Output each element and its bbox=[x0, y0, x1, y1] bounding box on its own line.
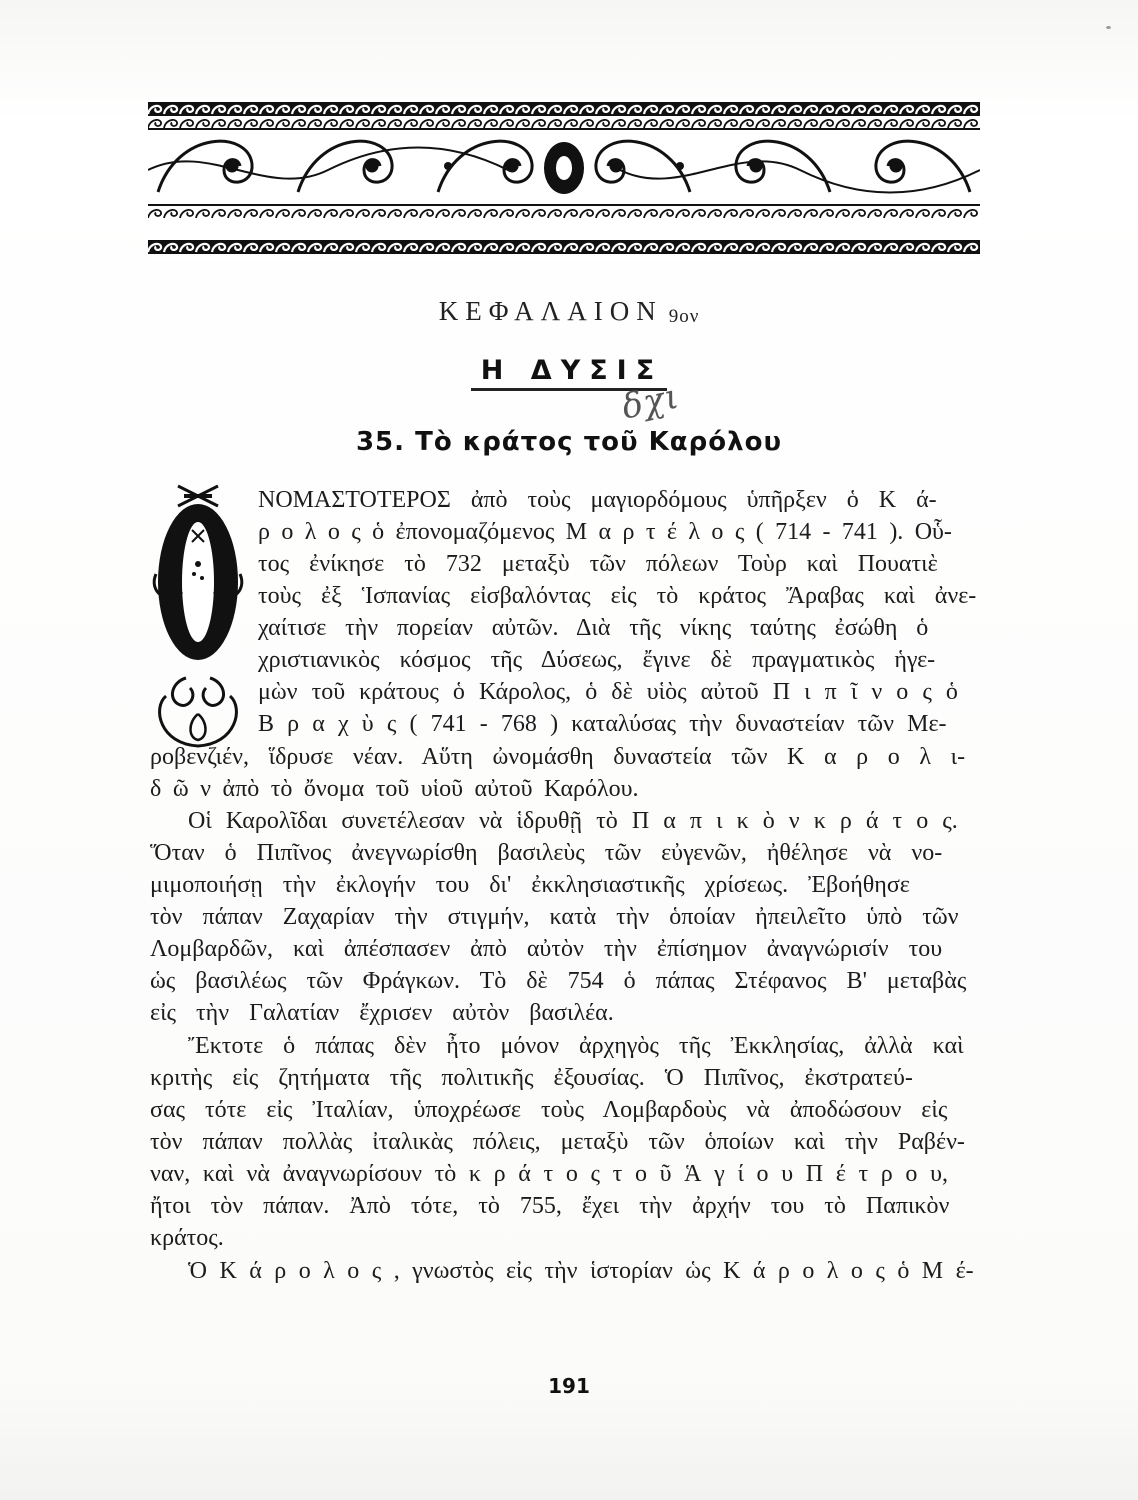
body-line: τὸν πάπαν πολλὰς ἰταλικὰς πόλεις, μεταξὺ τῶν ὁποίων καὶ τὴν Ραβέν- bbox=[150, 1129, 965, 1155]
part-title-text: Η ΔΥΣΙΣ bbox=[471, 355, 667, 391]
body-line: Ὅταν ὁ Πιπῖνος ἀνεγνωρίσθη βασιλεὺς τῶν εὐγενῶν, ἠθέλησε νὰ νο- bbox=[150, 840, 943, 866]
body-line: Β ρ α χ ὺ ς ( 741 - 768 ) καταλύσας τὴν δυναστείαν τῶν Με- bbox=[258, 711, 947, 737]
body-line: δ ῶ ν ἀπὸ τὸ ὄνομα τοῦ υἱοῦ αὐτοῦ Καρόλου. bbox=[150, 776, 639, 802]
body-line: κριτὴς εἰς ζητήματα τῆς πολιτικῆς ἐξουσίας. Ὁ Πιπῖνος, ἐκστρατεύ- bbox=[150, 1065, 913, 1091]
ornamental-header-band bbox=[148, 100, 980, 260]
body-line: τος ἐνίκησε τὸ 732 μεταξὺ τῶν πόλεων Τοὺρ καὶ Πουατιὲ bbox=[258, 551, 938, 577]
body-line: ροβενζιέν, ἵδρυσε νέαν. Αὕτη ὠνομάσθη δυναστεία τῶν Κ α ρ ο λ ι- bbox=[150, 744, 966, 770]
body-line: τὸν πάπαν Ζαχαρίαν τὴν στιγμήν, κατὰ τὴν ὁποίαν ἠπειλεῖτο ὑπὸ τῶν bbox=[150, 904, 959, 930]
body-line: ρ ο λ ο ς ὁ ἐπονομαζόμενος Μ α ρ τ έ λ ο ς ( 714 - 741 ). Οὗ- bbox=[258, 519, 952, 545]
body-line: χριστιανικὸς κόσμος τῆς Δύσεως, ἔγινε δὲ πραγματικὸς ἡγε- bbox=[258, 647, 936, 673]
body-line: ὡς βασιλέως τῶν Φράγκων. Τὸ δὲ 754 ὁ πάπας Στέφανος Β' μεταβὰς bbox=[150, 968, 967, 994]
scan-speck bbox=[1106, 26, 1111, 29]
body-line: Λομβαρδῶν, καὶ ἀπέσπασεν ἀπὸ αὐτὸν τὴν ἐπίσημον ἀναγνώρισίν του bbox=[150, 936, 943, 962]
body-line: σας τότε εἰς Ἰταλίαν, ὑποχρέωσε τοὺς Λομβαρδοὺς νὰ ἀποδώσουν εἰς bbox=[150, 1097, 948, 1123]
section-title: 35. Τὸ κράτος τοῦ Καρόλου bbox=[355, 427, 783, 457]
body-line: Ἔκτοτε ὁ πάπας δὲν ἦτο μόνον ἀρχηγὸς τῆς Ἐκκλησίας, ἀλλὰ καὶ bbox=[188, 1033, 964, 1059]
chapter-label: ΚΕΦΑΛΑΙΟΝ bbox=[438, 296, 663, 326]
body-line: χαίτισε τὴν πορείαν αὐτῶν. Διὰ τῆς νίκης ταύτης ἐσώθη ὁ bbox=[258, 615, 929, 641]
ornamental-initial-letter bbox=[148, 482, 248, 752]
page-number: 191 bbox=[548, 1374, 590, 1398]
body-line: κράτος. bbox=[150, 1225, 224, 1251]
part-title bbox=[0, 355, 1138, 386]
body-line: τοὺς ἐξ Ἱσπανίας εἰσβαλόντας εἰς τὸ κράτος Ἄραβας καὶ ἀνε- bbox=[258, 583, 977, 609]
handwritten-annotation: δχι bbox=[618, 376, 683, 428]
body-line: ἤτοι τὸν πάπαν. Ἀπὸ τότε, τὸ 755, ἔχει τὴν ἀρχήν του τὸ Παπικὸν bbox=[150, 1193, 950, 1219]
body-line: ΝΟΜΑΣΤΟΤΕΡΟΣ ἀπὸ τοὺς μαγιορδόμους ὑπῆρξεν ὁ Κ ά- bbox=[258, 487, 937, 513]
body-line: μὼν τοῦ κράτους ὁ Κάρολος, ὁ δὲ υἱὸς αὐτοῦ Π ι π ῖ ν ο ς ὁ bbox=[258, 679, 958, 705]
body-line: Οἱ Καρολῖδαι συνετέλεσαν νὰ ἱδρυθῇ τὸ Π α π ι κ ὸ ν κ ρ ά τ ο ς. bbox=[188, 808, 958, 834]
body-line: μιμοποιήσῃ τὴν ἐκλογήν του δι' ἐκκλησιαστικῆς χρίσεως. Ἐβοήθησε bbox=[150, 872, 910, 898]
body-line: ναν, καὶ νὰ ἀναγνωρίσουν τὸ κ ρ ά τ ο ς τ ο ῦ Ἁ γ ί ο υ Π έ τ ρ ο υ, bbox=[150, 1161, 948, 1187]
body-line: εἰς τὴν Γαλατίαν ἔχρισεν αὐτὸν βασιλέα. bbox=[150, 1000, 614, 1026]
chapter-heading bbox=[0, 296, 1138, 328]
chapter-ordinal: 9ον bbox=[668, 306, 700, 327]
body-line: Ὁ Κ ά ρ ο λ ο ς , γνωστὸς εἰς τὴν ἱστορίαν ὡς Κ ά ρ ο λ ο ς ὁ Μ έ- bbox=[188, 1258, 974, 1284]
